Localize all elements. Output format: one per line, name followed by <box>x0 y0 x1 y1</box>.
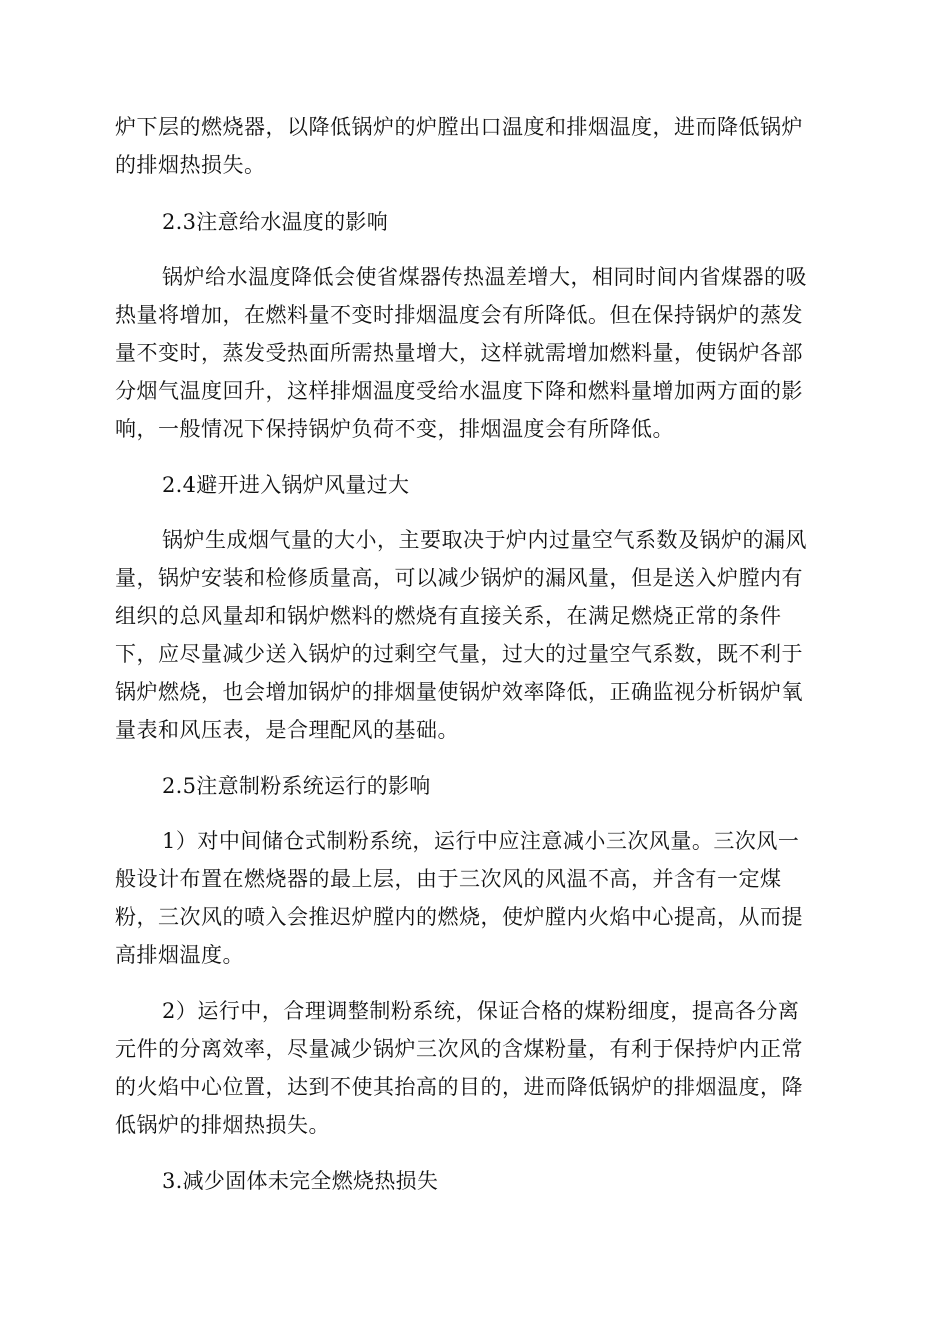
paragraph-line: 锅炉给水温度降低会使省煤器传热温差增大，相同时间内省煤器的吸 <box>162 265 807 289</box>
section-heading-2-4: 2.4避开进入锅炉风量过大 <box>162 473 410 497</box>
paragraph-line: 低锅炉的排烟热损失。 <box>115 1113 330 1137</box>
paragraph-line: 组织的总风量却和锅炉燃料的燃烧有直接关系，在满足燃烧正常的条件 <box>115 604 782 628</box>
paragraph-line: 高排烟温度。 <box>115 943 244 967</box>
paragraph-line: 量表和风压表，是合理配风的基础。 <box>115 718 459 742</box>
paragraph-line: 量不变时，蒸发受热面所需热量增大，这样就需增加燃料量，使锅炉各部 <box>115 341 803 365</box>
paragraph-line: 响，一般情况下保持锅炉负荷不变，排烟温度会有所降低。 <box>115 417 674 441</box>
paragraph-line: 1）对中间储仓式制粉系统，运行中应注意减小三次风量。三次风一 <box>162 829 800 853</box>
paragraph-line: 锅炉燃烧，也会增加锅炉的排烟量使锅炉效率降低，正确监视分析锅炉氧 <box>115 680 803 704</box>
paragraph-line: 锅炉生成烟气量的大小，主要取决于炉内过量空气系数及锅炉的漏风 <box>162 528 807 552</box>
section-heading-3: 3.减少固体未完全燃烧热损失 <box>162 1169 439 1193</box>
paragraph-line: 的排烟热损失。 <box>115 153 266 177</box>
section-heading-2-5: 2.5注意制粉系统运行的影响 <box>162 774 431 798</box>
paragraph-line: 下，应尽量减少送入锅炉的过剩空气量，过大的过量空气系数，既不利于 <box>115 642 803 666</box>
paragraph-line: 炉下层的燃烧器，以降低锅炉的炉膛出口温度和排烟温度，进而降低锅炉 <box>115 115 803 139</box>
paragraph-line: 分烟气温度回升，这样排烟温度受给水温度下降和燃料量增加两方面的影 <box>115 379 803 403</box>
paragraph-line: 粉，三次风的喷入会推迟炉膛内的燃烧，使炉膛内火焰中心提高，从而提 <box>115 905 803 929</box>
paragraph-line: 般设计布置在燃烧器的最上层，由于三次风的风温不高，并含有一定煤 <box>115 867 782 891</box>
paragraph-line: 2）运行中，合理调整制粉系统，保证合格的煤粉细度，提高各分离 <box>162 999 800 1023</box>
section-heading-2-3: 2.3注意给水温度的影响 <box>162 210 388 234</box>
paragraph-line: 热量将增加，在燃料量不变时排烟温度会有所降低。但在保持锅炉的蒸发 <box>115 303 803 327</box>
paragraph-line: 的火焰中心位置，达到不使其抬高的目的，进而降低锅炉的排烟温度，降 <box>115 1075 803 1099</box>
paragraph-line: 元件的分离效率，尽量减少锅炉三次风的含煤粉量，有利于保持炉内正常 <box>115 1037 803 1061</box>
paragraph-line: 量，锅炉安装和检修质量高，可以减少锅炉的漏风量，但是送入炉膛内有 <box>115 566 803 590</box>
